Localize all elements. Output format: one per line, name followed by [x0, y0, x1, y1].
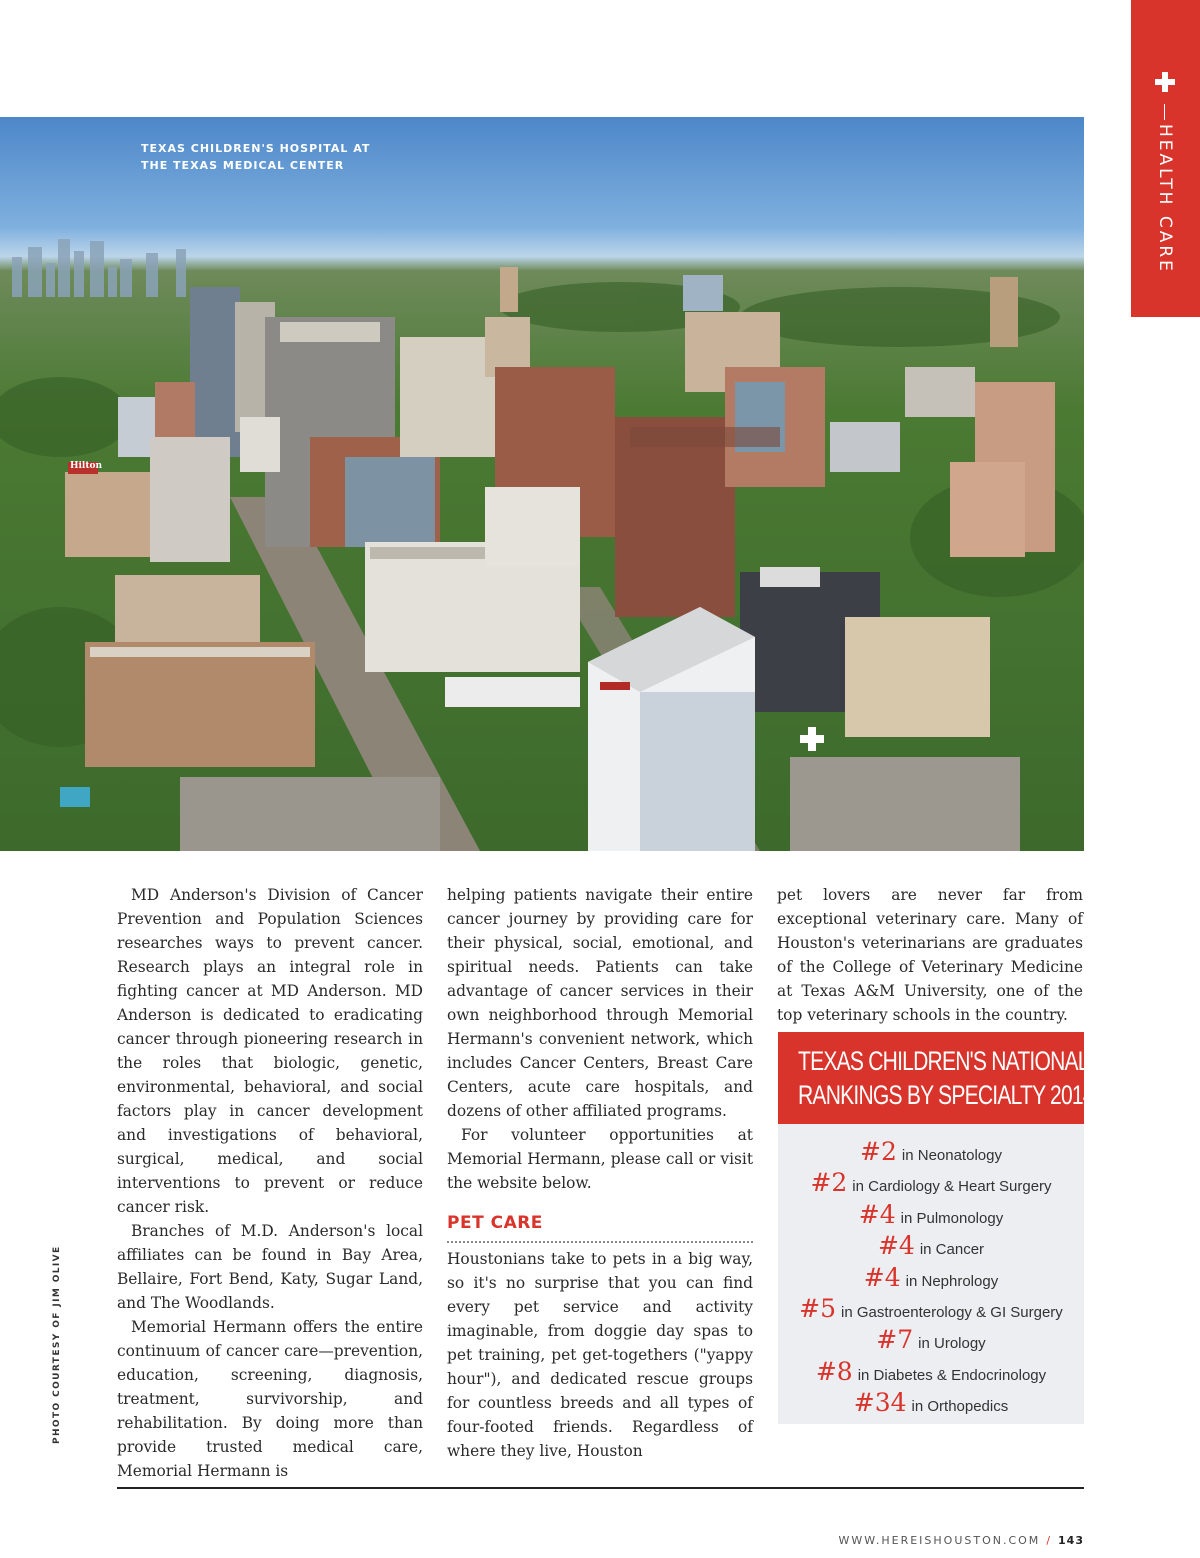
caption-line-1: TEXAS CHILDREN'S HOSPITAL AT: [141, 142, 371, 155]
photo-credit: PHOTO COURTESY OF JIM OLIVE: [52, 1245, 62, 1444]
section-tab: [1131, 0, 1200, 317]
rank-specialty: in Urology: [918, 1335, 986, 1353]
ranking-item: [778, 1387, 1084, 1418]
cross-icon: [1155, 72, 1175, 92]
rank-number: #4: [863, 1262, 901, 1292]
rank-number: #5: [799, 1293, 837, 1323]
caption-line-2: THE TEXAS MEDICAL CENTER: [141, 159, 345, 172]
hero-photo: [0, 117, 1084, 851]
rank-specialty: in Cancer: [919, 1241, 985, 1259]
rank-specialty: in Cardiology & Heart Surgery: [852, 1178, 1052, 1196]
website-url[interactable]: WWW.HEREISHOUSTON.COM: [838, 1534, 1041, 1547]
rank-specialty: in Nephrology: [905, 1272, 999, 1290]
rank-number: #34: [853, 1388, 907, 1418]
article-column-1: [117, 883, 423, 1483]
subhead-pet-care: PET CARE: [447, 1211, 753, 1243]
rank-number: #2: [810, 1168, 848, 1198]
article-column-3: [777, 883, 1083, 1027]
rank-specialty: in Orthopedics: [911, 1398, 1009, 1416]
ranking-item: [778, 1230, 1084, 1261]
rankings-title-line-2: RANKINGS BY SPECIALTY 2014–2015: [798, 1080, 1149, 1110]
rank-number: #7: [876, 1325, 914, 1355]
aerial-city-illustration: [0, 117, 1084, 851]
ranking-item: [778, 1199, 1084, 1230]
page-number: 143: [1058, 1534, 1084, 1547]
section-divider: [1164, 104, 1165, 120]
paragraph: pet lovers are never far from exceptional veterinary care. Many of Houston's veterinarians are graduates of the College of Veterinary Medicine at Texas A&M University, one of the top veterinary schools in the country.: [777, 886, 1083, 1024]
rank-number: #2: [860, 1137, 897, 1166]
section-label: HEALTH CARE: [1155, 124, 1175, 274]
footer-rule: [117, 1487, 1084, 1489]
paragraph: Branches of M.D. Anderson's local affiliates can be found in Bay Area, Bellaire, Fort Bend, Katy, Sugar Land, and The Woodlands.: [117, 1222, 423, 1312]
rank-specialty: in Neonatology: [901, 1147, 1002, 1164]
footer-separator: /: [1046, 1534, 1053, 1547]
ranking-item: [778, 1293, 1084, 1324]
ranking-item: [778, 1356, 1084, 1387]
rank-number: #8: [815, 1356, 853, 1386]
ranking-item: [778, 1136, 1084, 1167]
paragraph: Houstonians take to pets in a big way, so it's no surprise that you can find every pet service and activity imaginable, from doggie day spas to pet training, pet get-togethers ("yappy hour"), and dedicated rescue groups for countless breeds and all types of four-footed friends. Regardless of where they live, Houston: [447, 1250, 753, 1460]
paragraph: Memorial Hermann offers the entire continuum of cancer care—prevention, education, screening, diagnosis, treatment, survivorship, and rehabilitation. By doing more than provide trusted medical care, Memorial Hermann is: [117, 1318, 423, 1480]
ranking-item: [778, 1262, 1084, 1293]
rank-specialty: in Pulmonology: [900, 1209, 1004, 1227]
paragraph: helping patients navigate their entire cancer journey by providing care for their physical, social, emotional, and spiritual needs. Patients can take advantage of cancer services in their own neighborhood through Memorial Hermann's convenient network, which includes Cancer Centers, Breast Care Centers, acute care hospitals, and dozens of other affiliated programs.: [447, 886, 753, 1120]
photo-caption: [141, 140, 370, 174]
paragraph: For volunteer opportunities at Memorial Hermann, please call or visit the website below.: [447, 1126, 753, 1192]
rankings-title-line-1: TEXAS CHILDREN'S NATIONAL: [798, 1046, 1089, 1076]
rankings-sidebar: [778, 1032, 1149, 1424]
page-footer: [839, 1534, 1085, 1547]
hotel-sign: Hilton: [70, 461, 103, 471]
ranking-item: [778, 1324, 1084, 1355]
paragraph: MD Anderson's Division of Cancer Prevention and Population Sciences researches ways to prevent cancer. Research plays an integral role in fighting cancer at MD Anderson. MD Anderson is dedicated to eradicating cancer through pioneering research in the roles that biologic, genetic, environmental, behavioral, and social factors play in cancer development and investigations of behavioral, surgical, medical, and social interventions to prevent or reduce cancer risk.: [117, 886, 423, 1216]
rank-specialty: in Gastroenterology & GI Surgery: [841, 1303, 1063, 1321]
article-column-2: [447, 883, 753, 1463]
rankings-title: [778, 1032, 1149, 1124]
rank-number: #4: [858, 1199, 896, 1229]
rank-number: #4: [877, 1231, 915, 1261]
rank-specialty: in Diabetes & Endocrinology: [857, 1366, 1047, 1384]
rankings-list: [778, 1124, 1084, 1419]
ranking-item: [778, 1167, 1084, 1198]
